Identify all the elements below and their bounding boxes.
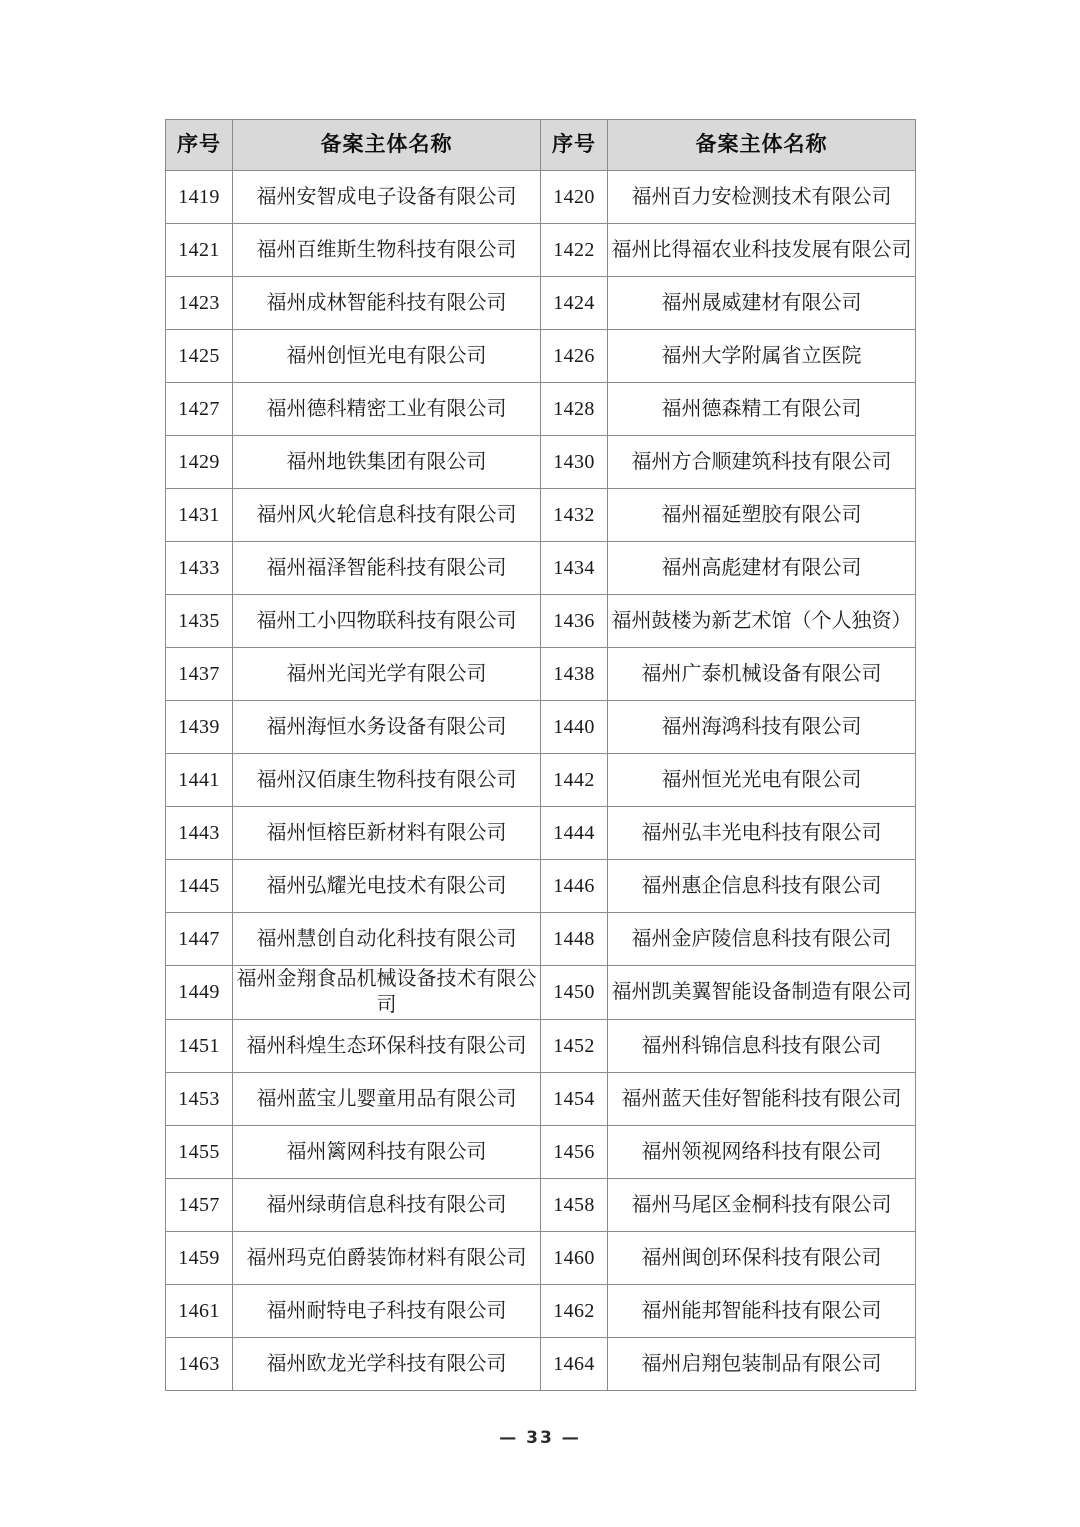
cell-index-right: 1460 — [541, 1231, 608, 1284]
table-row — [166, 1337, 916, 1390]
cell-index-right: 1456 — [541, 1125, 608, 1178]
column-header-name-right: 备案主体名称 — [608, 120, 916, 171]
table-row — [166, 1284, 916, 1337]
cell-index-right: 1452 — [541, 1019, 608, 1072]
table-row — [166, 754, 916, 807]
cell-name-right: 福州德森精工有限公司 — [608, 383, 916, 436]
cell-index-right: 1458 — [541, 1178, 608, 1231]
cell-index-right: 1424 — [541, 277, 608, 330]
cell-index-left: 1461 — [166, 1284, 233, 1337]
table-row — [166, 224, 916, 277]
column-header-index-left: 序号 — [166, 120, 233, 171]
cell-name-right: 福州海鸿科技有限公司 — [608, 701, 916, 754]
cell-index-left: 1457 — [166, 1178, 233, 1231]
cell-name-left: 福州篱网科技有限公司 — [233, 1125, 541, 1178]
cell-name-left: 福州德科精密工业有限公司 — [233, 383, 541, 436]
cell-index-left: 1423 — [166, 277, 233, 330]
cell-name-left: 福州安智成电子设备有限公司 — [233, 171, 541, 224]
cell-name-left: 福州创恒光电有限公司 — [233, 330, 541, 383]
table-row — [166, 1178, 916, 1231]
cell-index-left: 1431 — [166, 489, 233, 542]
cell-name-right: 福州蓝天佳好智能科技有限公司 — [608, 1072, 916, 1125]
table-header — [166, 120, 916, 171]
cell-name-left: 福州科煌生态环保科技有限公司 — [233, 1019, 541, 1072]
cell-index-left: 1419 — [166, 171, 233, 224]
registration-table-container — [165, 119, 913, 1391]
cell-index-right: 1448 — [541, 913, 608, 966]
cell-name-left: 福州海恒水务设备有限公司 — [233, 701, 541, 754]
cell-index-right: 1462 — [541, 1284, 608, 1337]
cell-name-left: 福州恒榕臣新材料有限公司 — [233, 807, 541, 860]
cell-index-left: 1449 — [166, 966, 233, 1020]
cell-name-left: 福州福泽智能科技有限公司 — [233, 542, 541, 595]
cell-name-left: 福州风火轮信息科技有限公司 — [233, 489, 541, 542]
table-row — [166, 436, 916, 489]
cell-index-right: 1432 — [541, 489, 608, 542]
table-row — [166, 383, 916, 436]
cell-index-right: 1422 — [541, 224, 608, 277]
cell-index-right: 1438 — [541, 648, 608, 701]
cell-name-left: 福州蓝宝儿婴童用品有限公司 — [233, 1072, 541, 1125]
cell-name-right: 福州大学附属省立医院 — [608, 330, 916, 383]
cell-name-left: 福州耐特电子科技有限公司 — [233, 1284, 541, 1337]
cell-name-right: 福州方合顺建筑科技有限公司 — [608, 436, 916, 489]
cell-name-right: 福州科锦信息科技有限公司 — [608, 1019, 916, 1072]
cell-name-right: 福州百力安检测技术有限公司 — [608, 171, 916, 224]
cell-index-right: 1442 — [541, 754, 608, 807]
cell-name-right: 福州马尾区金桐科技有限公司 — [608, 1178, 916, 1231]
table-row — [166, 913, 916, 966]
cell-index-left: 1445 — [166, 860, 233, 913]
cell-name-left: 福州绿萌信息科技有限公司 — [233, 1178, 541, 1231]
column-header-index-right: 序号 — [541, 120, 608, 171]
cell-index-right: 1434 — [541, 542, 608, 595]
cell-index-left: 1453 — [166, 1072, 233, 1125]
cell-name-right: 福州惠企信息科技有限公司 — [608, 860, 916, 913]
cell-index-left: 1433 — [166, 542, 233, 595]
cell-index-left: 1441 — [166, 754, 233, 807]
cell-index-left: 1447 — [166, 913, 233, 966]
table-row — [166, 171, 916, 224]
cell-name-left: 福州成林智能科技有限公司 — [233, 277, 541, 330]
cell-name-right: 福州福延塑胶有限公司 — [608, 489, 916, 542]
table-row — [166, 542, 916, 595]
cell-name-left: 福州欧龙光学科技有限公司 — [233, 1337, 541, 1390]
cell-index-left: 1439 — [166, 701, 233, 754]
table-row — [166, 1231, 916, 1284]
table-header-row — [166, 120, 916, 171]
cell-index-left: 1421 — [166, 224, 233, 277]
cell-name-right: 福州鼓楼为新艺术馆（个人独资） — [608, 595, 916, 648]
table-body — [166, 171, 916, 1391]
cell-name-left: 福州光闰光学有限公司 — [233, 648, 541, 701]
cell-index-right: 1454 — [541, 1072, 608, 1125]
cell-index-left: 1427 — [166, 383, 233, 436]
cell-name-left: 福州金翔食品机械设备技术有限公司 — [233, 966, 541, 1020]
cell-name-right: 福州恒光光电有限公司 — [608, 754, 916, 807]
cell-index-right: 1446 — [541, 860, 608, 913]
cell-name-right: 福州晟威建材有限公司 — [608, 277, 916, 330]
cell-name-left: 福州地铁集团有限公司 — [233, 436, 541, 489]
cell-name-right: 福州金庐陵信息科技有限公司 — [608, 913, 916, 966]
cell-index-right: 1420 — [541, 171, 608, 224]
cell-name-right: 福州能邦智能科技有限公司 — [608, 1284, 916, 1337]
cell-index-right: 1440 — [541, 701, 608, 754]
cell-name-right: 福州领视网络科技有限公司 — [608, 1125, 916, 1178]
table-row — [166, 1019, 916, 1072]
cell-name-left: 福州百维斯生物科技有限公司 — [233, 224, 541, 277]
cell-index-left: 1463 — [166, 1337, 233, 1390]
cell-name-left: 福州玛克伯爵装饰材料有限公司 — [233, 1231, 541, 1284]
table-row — [166, 1125, 916, 1178]
cell-index-right: 1436 — [541, 595, 608, 648]
cell-name-left: 福州汉佰康生物科技有限公司 — [233, 754, 541, 807]
cell-name-right: 福州凯美翼智能设备制造有限公司 — [608, 966, 916, 1020]
cell-index-right: 1464 — [541, 1337, 608, 1390]
cell-index-left: 1435 — [166, 595, 233, 648]
cell-index-left: 1437 — [166, 648, 233, 701]
cell-name-right: 福州广泰机械设备有限公司 — [608, 648, 916, 701]
cell-index-left: 1459 — [166, 1231, 233, 1284]
cell-index-right: 1450 — [541, 966, 608, 1020]
cell-index-left: 1443 — [166, 807, 233, 860]
cell-name-left: 福州慧创自动化科技有限公司 — [233, 913, 541, 966]
table-row — [166, 807, 916, 860]
table-row — [166, 1072, 916, 1125]
cell-name-right: 福州闽创环保科技有限公司 — [608, 1231, 916, 1284]
cell-index-left: 1429 — [166, 436, 233, 489]
column-header-name-left: 备案主体名称 — [233, 120, 541, 171]
cell-index-right: 1430 — [541, 436, 608, 489]
cell-name-left: 福州弘耀光电技术有限公司 — [233, 860, 541, 913]
cell-index-left: 1451 — [166, 1019, 233, 1072]
cell-name-right: 福州弘丰光电科技有限公司 — [608, 807, 916, 860]
table-row — [166, 860, 916, 913]
registration-table — [165, 119, 916, 1391]
cell-index-right: 1444 — [541, 807, 608, 860]
table-row — [166, 701, 916, 754]
cell-name-right: 福州启翔包装制品有限公司 — [608, 1337, 916, 1390]
table-row — [166, 648, 916, 701]
cell-index-right: 1428 — [541, 383, 608, 436]
cell-index-left: 1455 — [166, 1125, 233, 1178]
table-row — [166, 595, 916, 648]
cell-index-left: 1425 — [166, 330, 233, 383]
cell-name-right: 福州高彪建材有限公司 — [608, 542, 916, 595]
page-footer: — 33 — — [499, 1428, 581, 1448]
table-row — [166, 330, 916, 383]
cell-name-right: 福州比得福农业科技发展有限公司 — [608, 224, 916, 277]
cell-index-right: 1426 — [541, 330, 608, 383]
cell-name-left: 福州工小四物联科技有限公司 — [233, 595, 541, 648]
table-row — [166, 277, 916, 330]
table-row — [166, 489, 916, 542]
table-row — [166, 966, 916, 1020]
